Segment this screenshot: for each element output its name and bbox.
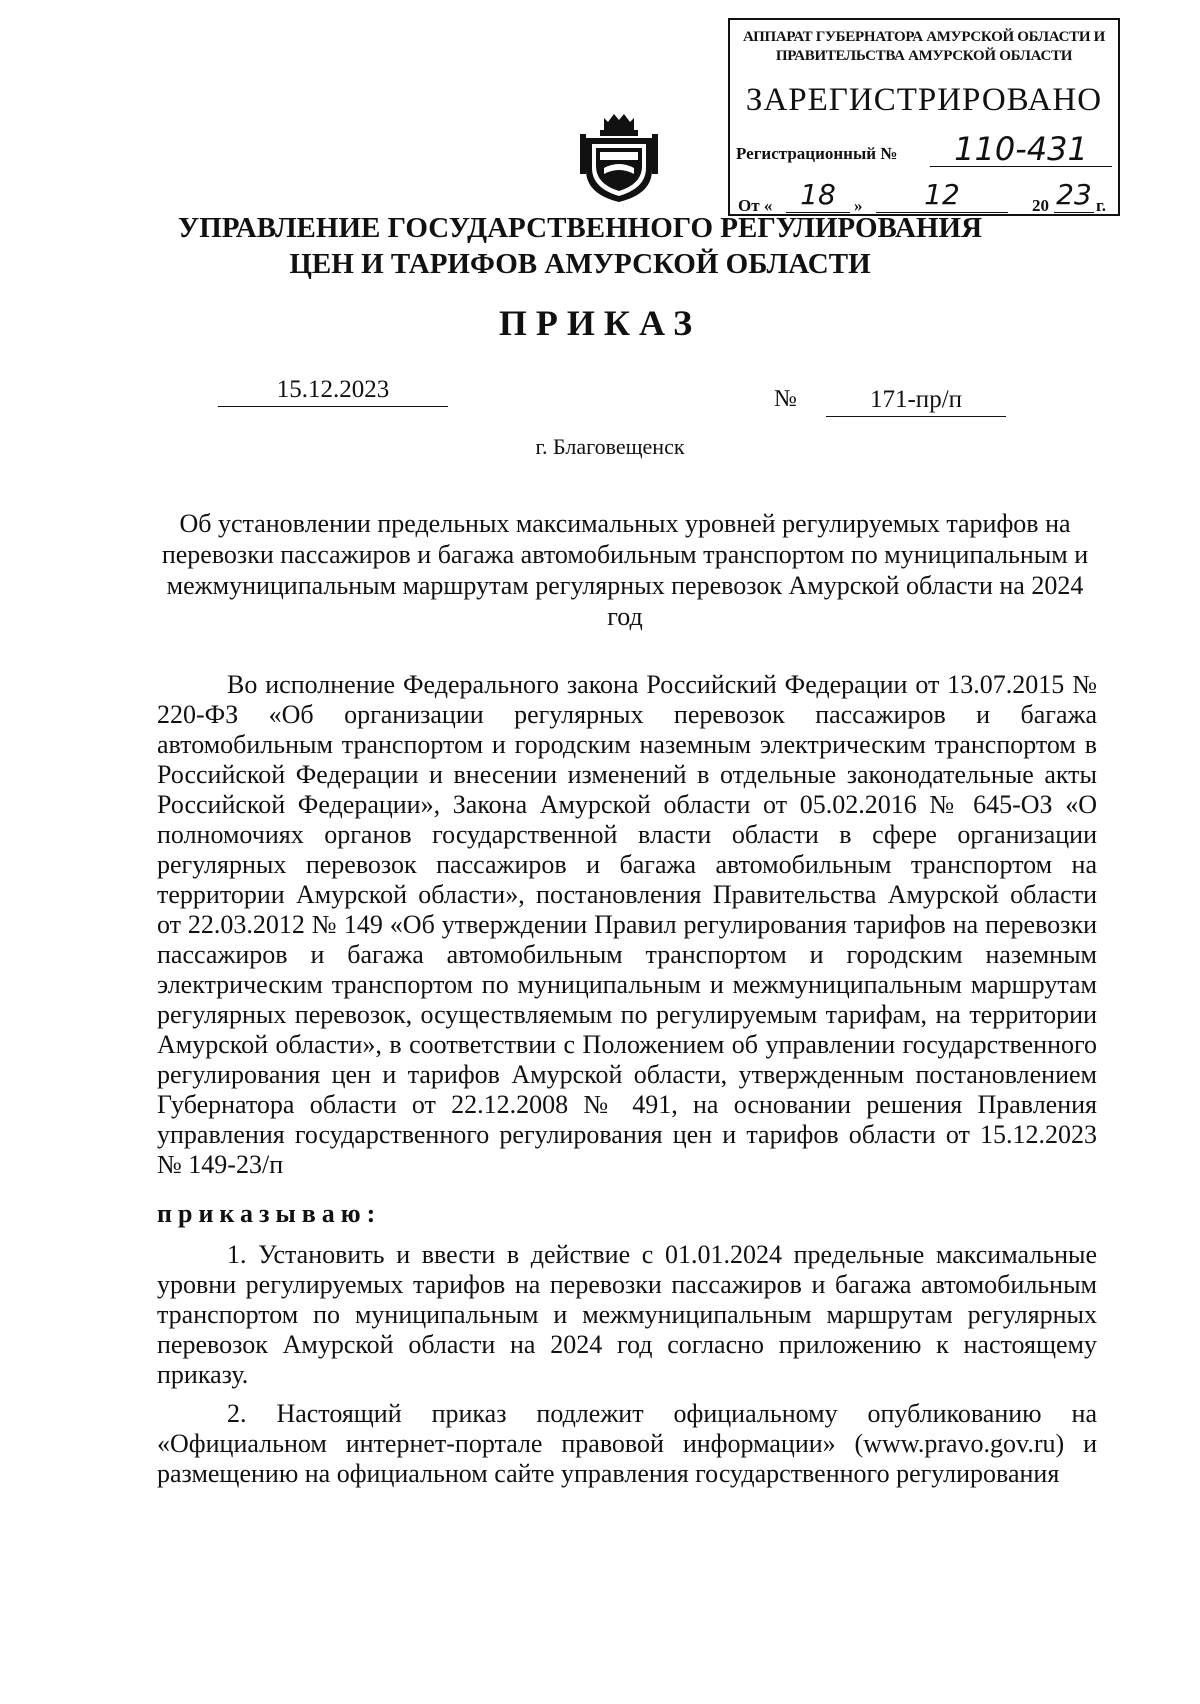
stamp-day-close: » xyxy=(854,196,863,215)
stamp-month: 12 xyxy=(924,178,960,211)
registration-stamp xyxy=(728,18,1120,216)
stamp-year-line xyxy=(1054,212,1094,213)
document-type: ПРИКАЗ xyxy=(498,303,702,343)
document-number-label: № xyxy=(774,386,797,412)
stamp-reg-number: 110-431 xyxy=(930,130,1112,167)
stamp-date-prefix: От « xyxy=(738,196,773,215)
stamp-status: ЗАРЕГИСТРИРОВАНО xyxy=(745,82,1103,118)
stamp-reg-label: Регистрационный № xyxy=(736,144,898,163)
stamp-year-prefix: 20 xyxy=(1032,196,1049,215)
stamp-organization: АППАРАТ ГУБЕРНАТОРА АМУРСКОЙ ОБЛАСТИ И ПРАВИТЕЛЬСТВА АМУРСКОЙ ОБЛАСТИ xyxy=(742,29,1106,64)
preamble-paragraph: Во исполнение Федерального закона Российский Федерации от 13.07.2015 № 220-ФЗ «Об организации регулярных перевозок пассажиров и багажа автомобильным транспортом и городским наземным электрическим транспортом в Российской Федерации и внесении изменений в отдельные законодательные акты Российской Федерации», Закона Амурской области от 05.02.2016 № 645-ОЗ «О полномочиях органов государственной власти области в сфере организации регулярных перевозок пассажиров и багажа автомобильным транспортом на территории Амурской области», постановления Правительства Амурской области от 22.03.2012 № 149 «Об утверждении Правил регулирования тарифов на перевозки пассажиров и багажа автомобильным транспортом и городским наземным электрическим транспортом по муниципальным и межмуниципальным маршрутам регулярных перевозок, осуществляемым по регулируемым тарифам, на территории Амурской области», в соответствии с Положением об управлении государственного регулирования цен и тарифов Амурской области, утвержденным постановлением Губернатора области от 22.12.2008 № 491, на основании решения Правления управления государственного регулирования цен и тарифов области от 15.12.2023 № 149-23/п xyxy=(157,670,1097,1179)
document-date: 15.12.2023 xyxy=(218,374,448,407)
document-number: 171-пр/п xyxy=(826,384,1006,417)
order-word: приказываю: xyxy=(157,1199,382,1228)
order-item-1: 1. Установить и ввести в действие с 01.01.2024 предельные максимальные уровни регулируемых тарифов на перевозки пассажиров и багажа автомобильным транспортом по муниципальным и межмуниципальным маршрутам регулярных перевозок Амурской области на 2024 год согласно приложению к настоящему приказу. xyxy=(157,1240,1097,1389)
order-item-2: 2. Настоящий приказ подлежит официальному опубликованию на «Официальном интернет-портале правовой информации» (www.pravo.gov.ru) и размещению на официальном сайте управления государственного регулирования xyxy=(157,1399,1097,1488)
document-city: г. Благовещенск xyxy=(535,434,685,459)
stamp-year-suffix: 23 xyxy=(1056,178,1092,211)
stamp-day: 18 xyxy=(800,178,836,211)
stamp-year-mark: г. xyxy=(1096,196,1107,215)
org-heading: УПРАВЛЕНИЕ ГОСУДАРСТВЕННОГО РЕГУЛИРОВАНИЯ ЦЕН И ТАРИФОВ АМУРСКОЙ ОБЛАСТИ xyxy=(177,212,983,280)
document-title: Об установлении предельных максимальных уровней регулируемых тарифов на перевозки пассажиров и багажа автомобильным транспортом по муниципальным и межмуниципальным маршрутам регулярных перевозок Амурской области на 2024 год xyxy=(161,509,1089,631)
coat-of-arms-icon xyxy=(578,112,660,204)
